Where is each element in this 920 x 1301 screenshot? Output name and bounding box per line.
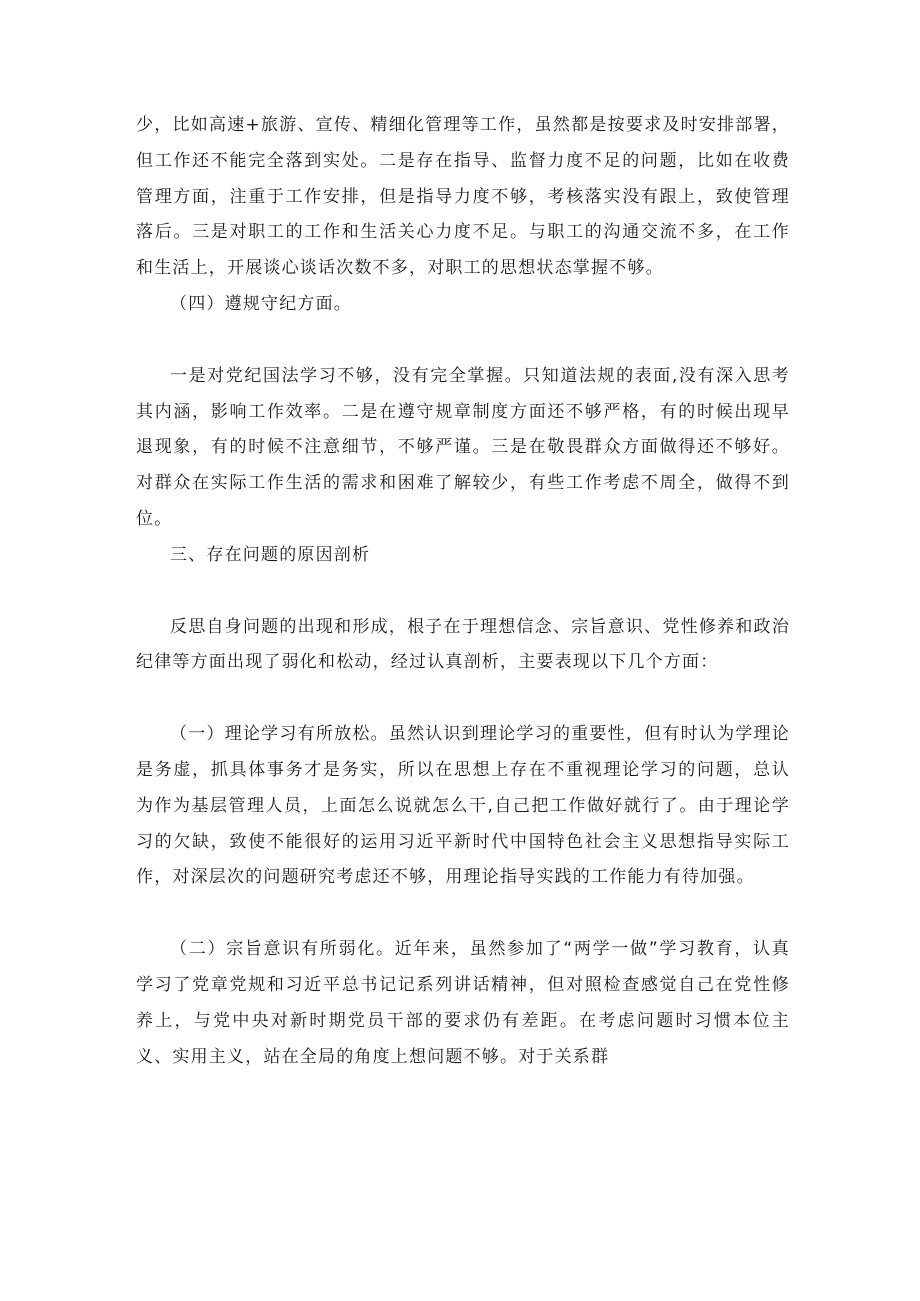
paragraph-discipline-issues: 一是对党纪国法学习不够，没有完全掌握。只知道法规的表面,没有深入思考其内涵，影响工作效率。二是在遵守规章制度方面还不够严格，有的时候出现早退现象，有的时候不注意细节，不够严谨。三是在敬畏群众方面做得还不够好。对群众在实际工作生活的需求和困难了解较少，有些工作考虑不周全，做得不到位。	[136, 365, 790, 529]
paragraph-management-issues: 少，比如高速+旅游、宣传、精细化管理等工作，虽然都是按要求及时安排部署，但工作还不能完全落到实处。二是存在指导、监督力度不足的问题，比如在收费管理方面，注重于工作安排，但是指导力度不够，考核落实没有跟上，致使管理落后。三是对职工的工作和生活关心力度不足。与职工的沟通交流不多，在工作和生活上，开展谈心谈话次数不多，对职工的思想状态掌握不够。	[136, 115, 790, 279]
paragraph-purpose-awareness: （二）宗旨意识有所弱化。近年来，虽然参加了“两学一做”学习教育，认真学习了党章党规和习近平总书记记系列讲话精神，但对照检查感觉自己在党性修养上，与党中央对新时期党员干部的要求仍有差距。在考虑问题时习惯本位主义、实用主义，站在全局的角度上想问题不够。对于关系群	[136, 939, 790, 1067]
subheading-discipline: （四）遵规守纪方面。	[170, 293, 352, 314]
paragraph-reflection: 反思自身问题的出现和形成，根子在于理想信念、宗旨意识、党性修养和政治纪律等方面出现了弱化和松动，经过认真剖析，主要表现以下几个方面：	[136, 616, 790, 673]
paragraph-theory-study: （一）理论学习有所放松。虽然认识到理论学习的重要性，但有时认为学理论是务虚，抓具体事务才是务实，所以在思想上存在不重视理论学习的问题，总认为作为基层管理人员，上面怎么说就怎么干,自己把工作做好就行了。由于理论学习的欠缺，致使不能很好的运用习近平新时代中国特色社会主义思想指导实际工作，对深层次的问题研究考虑还不够，用理论指导实践的工作能力有待加强。	[136, 724, 790, 888]
section-heading-cause-analysis: 三、存在问题的原因剖析	[170, 544, 371, 565]
